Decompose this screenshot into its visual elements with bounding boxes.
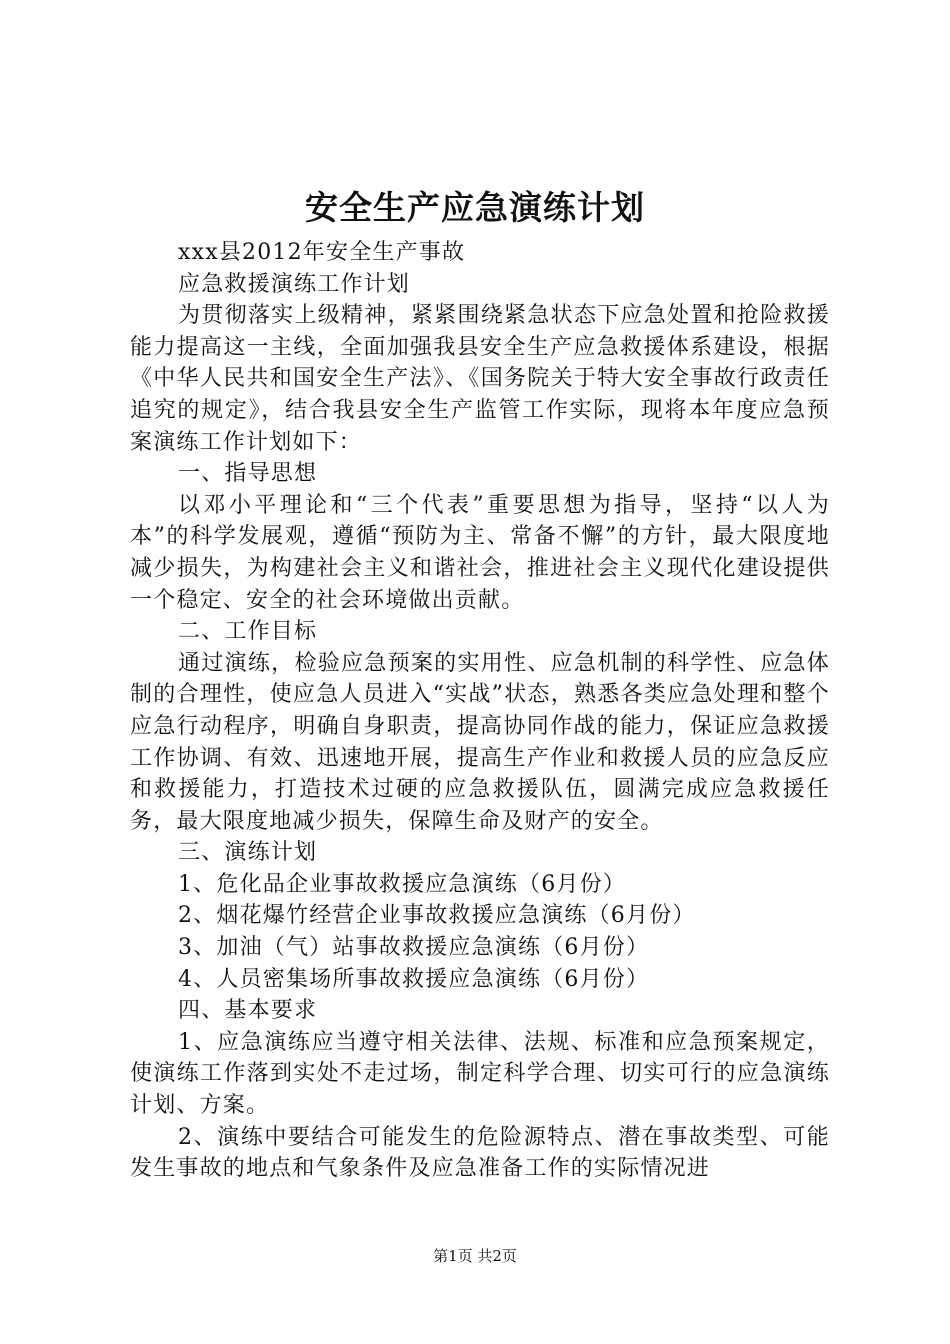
paragraph-requirement-1: 1、应急演练应当遵守相关法律、法规、标准和应急预案规定，使演练工作落到实处不走过场，制定科学合理、切实可行的应急演练计划、方案。 <box>130 1029 830 1119</box>
list-item-drill-2: 2、烟花爆竹经营企业事故救援应急演练（6月份） <box>178 903 696 929</box>
section-heading-basic-requirements: 四、基本要求 <box>178 998 318 1024</box>
section-heading-drill-plan: 三、演练计划 <box>178 840 318 866</box>
paragraph-guiding-ideology: 以邓小平理论和“三个代表”重要思想为指导，坚持“以人为本”的科学发展观，遵循“预防为主、常备不懈”的方针，最大限度地减少损失，为构建社会主义和谐社会，推进社会主义现代化建设提供一个稳定、安全的社会环境做出贡献。 <box>130 492 830 613</box>
section-heading-guiding-ideology: 一、指导思想 <box>178 461 318 487</box>
list-item-drill-4: 4、人员密集场所事故救援应急演练（6月份） <box>178 966 650 992</box>
list-item-drill-3: 3、加油（气）站事故救援应急演练（6月份） <box>178 935 650 961</box>
document-body <box>130 237 830 1185</box>
paragraph-work-goals: 通过演练，检验应急预案的实用性、应急机制的科学性、应急体制的合理性，使应急人员进入“实战”状态，熟悉各类应急处理和整个应急行动程序，明确自身职责，提高协同作战的能力，保证应急救援工作协调、有效、迅速地开展，提高生产作业和救援人员的应急反应和救援能力，打造技术过硬的应急救援队伍，圆满完成应急救援任务，最大限度地减少损失，保障生命及财产的安全。 <box>130 650 830 834</box>
paragraph-plan-heading: 应急救援演练工作计划 <box>178 271 411 297</box>
paragraph-intro: 为贯彻落实上级精神，紧紧围绕紧急状态下应急处置和抢险救援能力提高这一主线，全面加强我县安全生产应急救援体系建设，根据《中华人民共和国安全生产法》、《国务院关于特大安全事故行政责任追究的规定》，结合我县安全生产监管工作实际，现将本年度应急预案演练工作计划如下： <box>130 303 830 455</box>
paragraph-county-heading: xxx县2012年安全生产事故 <box>178 240 466 265</box>
page-number-footer: 第1页 共2页 <box>433 1247 517 1265</box>
paragraph-requirement-2: 2、演练中要结合可能发生的危险源特点、潜在事故类型、可能发生事故的地点和气象条件及应急准备工作的实际情况进 <box>130 1124 830 1182</box>
section-heading-work-goals: 二、工作目标 <box>178 619 318 645</box>
list-item-drill-1: 1、危化品企业事故救援应急演练（6月份） <box>178 871 626 897</box>
document-title: 安全生产应急演练计划 <box>305 188 645 227</box>
